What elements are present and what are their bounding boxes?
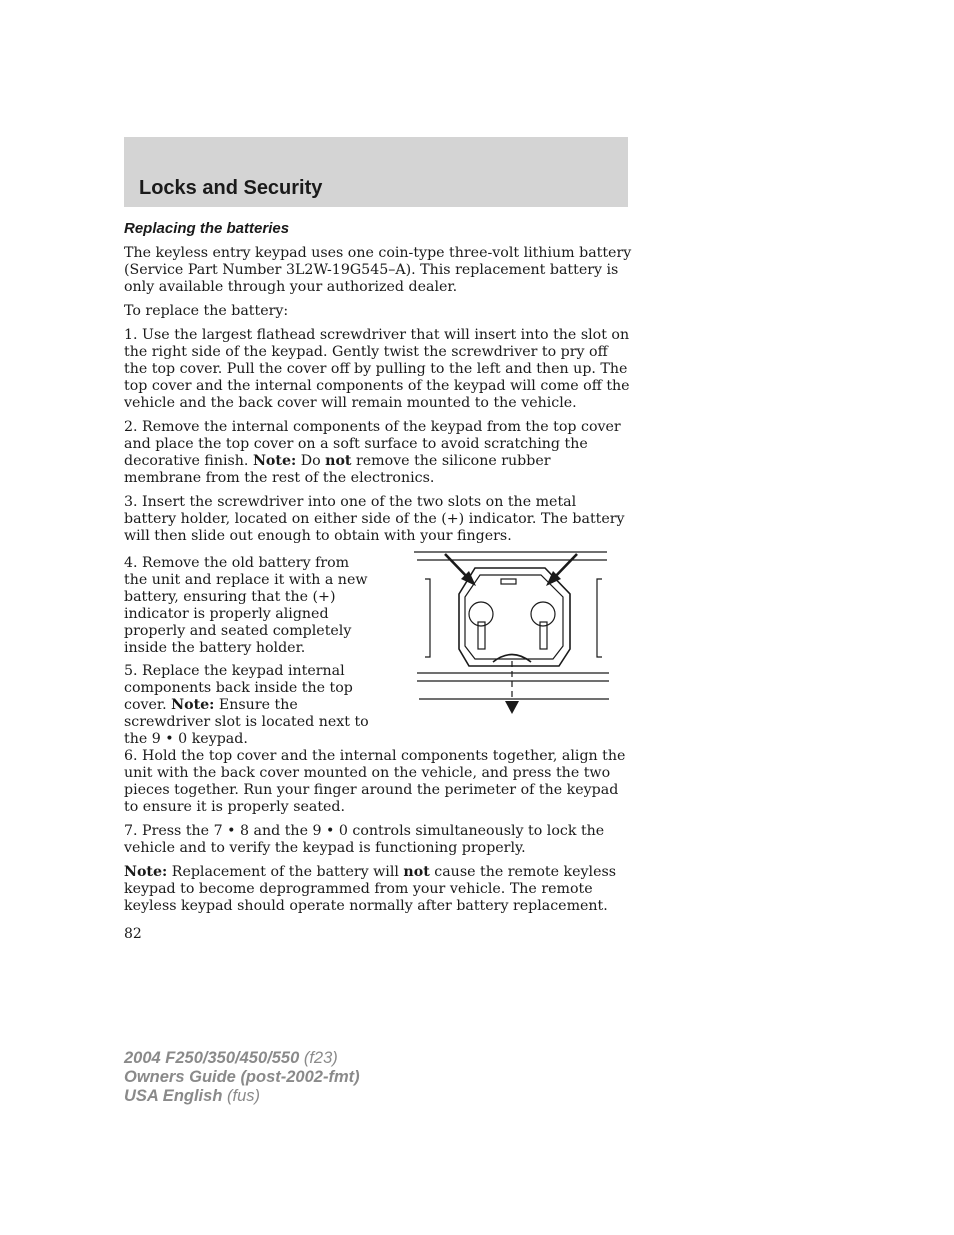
page-number: 82	[124, 926, 142, 942]
footer-model-code: (f23)	[299, 1049, 338, 1067]
battery-holder-illustration	[409, 549, 611, 717]
step-3: 3. Insert the screwdriver into one of the two slots on the metal battery holder, located on either side of the (+) indicator. The battery will then slide out enough to obtain with your fingers.	[124, 494, 625, 544]
final-note	[124, 864, 632, 915]
footer-language-code: (fus)	[222, 1087, 260, 1105]
step-2-text: 2. Remove the internal components of the keypad from the top cover and place the top cover on a soft surface to avoid scratching the decorative finish.	[124, 419, 621, 469]
split-text	[124, 555, 376, 754]
intro-paragraph: The keyless entry keypad uses one coin-type three-volt lithium battery (Service Part Number 3L2W-19G545–A). This replacement battery is only available through your authorized dealer.	[124, 245, 632, 295]
step-1: 1. Use the largest flathead screwdriver that will insert into the slot on the right side of the keypad. Gently twist the screwdriver to pry off the top cover. Pull the cover off by pulling to the left and then up. The top cover and the internal components of the keypad will come off the vehicle and the back cover will remain mounted to the vehicle.	[124, 327, 630, 411]
final-note-text: Replacement of the battery will	[167, 864, 404, 880]
footer-line-3	[124, 1087, 360, 1106]
step-2-note-label: Note:	[252, 453, 297, 469]
footer-line-2: Owners Guide (post-2002-fmt)	[124, 1068, 360, 1086]
step-4-5-with-figure	[124, 555, 632, 748]
step-2	[124, 419, 632, 487]
step-2-not: not	[325, 453, 352, 469]
final-note-label: Note:	[124, 864, 168, 880]
step-5-text-b: Ensure the screwdriver slot is located next to the 9 • 0 keypad.	[124, 697, 369, 747]
final-note-text-b: cause the remote keyless keypad to become deprogrammed from your vehicle. The remote keyless keypad should operate normally after battery replacement.	[124, 864, 617, 914]
to-replace-paragraph: To replace the battery:	[124, 303, 289, 319]
footer-model: 2004 F250/350/450/550	[124, 1049, 300, 1067]
section-title: Locks and Security	[139, 177, 323, 199]
step-5-text: 5. Replace the keypad internal components back inside the top cover.	[124, 663, 353, 713]
step-2-text-b: Do	[296, 453, 326, 469]
final-note-not: not	[403, 864, 430, 880]
footer-language: USA English	[124, 1087, 223, 1105]
document-footer	[124, 1049, 360, 1106]
body-text	[124, 245, 632, 922]
subsection-title: Replacing the batteries	[124, 220, 290, 237]
step-6: 6. Hold the top cover and the internal components together, align the unit with the back cover mounted on the vehicle, and press the two pieces together. Run your finger around the perimeter of the keypad to ensure it is properly seated.	[124, 748, 626, 815]
step-5-note-label: Note:	[171, 697, 215, 713]
step-7: 7. Press the 7 • 8 and the 9 • 0 controls simultaneously to lock the vehicle and to verify the keypad is functioning properly.	[124, 823, 605, 856]
step-2-text-c: remove the silicone rubber membrane from the rest of the electronics.	[124, 453, 551, 486]
footer-line-1	[124, 1049, 360, 1068]
step-5	[124, 663, 376, 748]
step-4: 4. Remove the old battery from the unit and replace it with a new battery, ensuring that the (+) indicator is properly aligned properly and seated completely inside the battery holder.	[124, 555, 368, 656]
